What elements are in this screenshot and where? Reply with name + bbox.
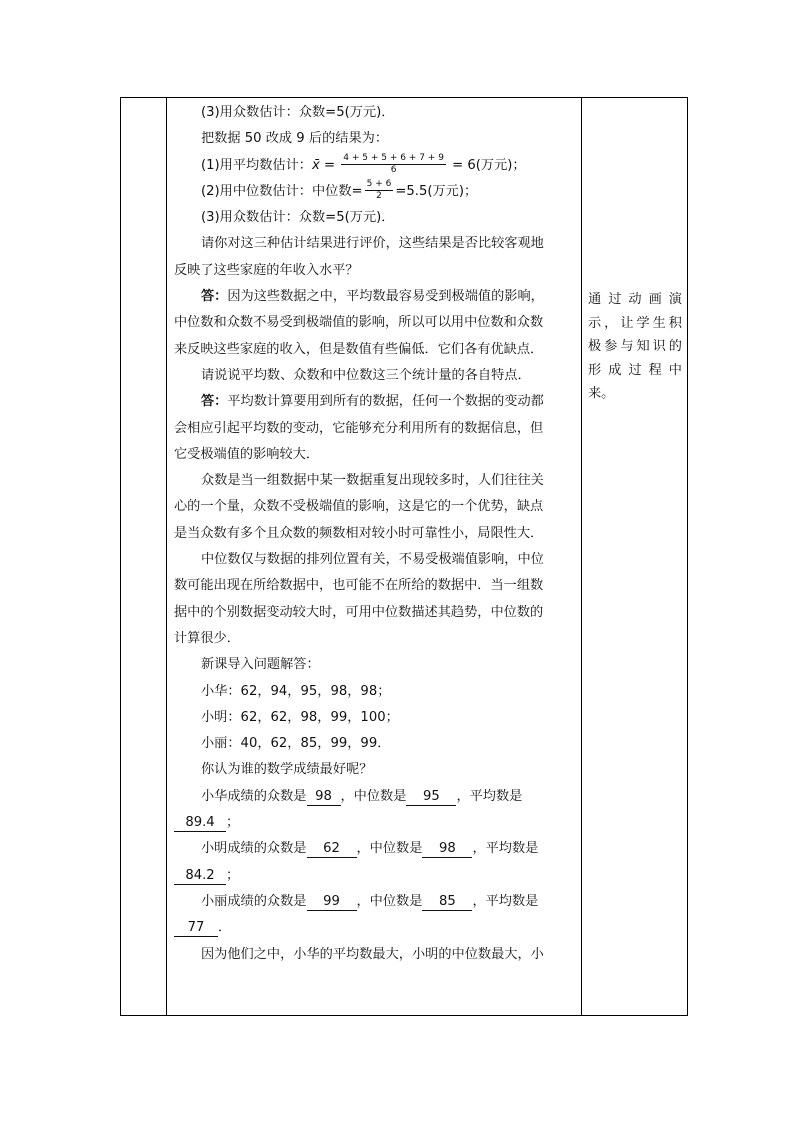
mean-formula-line: (1)用平均数估计：x̄ = $\frac{4 + 5 + 5 + 6 + 7 + 9}{6}$ = 6(万元)； [201, 153, 526, 176]
text-line: 新课导入问题解答： [201, 657, 320, 673]
answer-line: 答：因为这些数据之中，平均数最容易受到极端值的影响， [201, 289, 544, 305]
mean-blank: 84.2 [174, 868, 226, 885]
text-line: 请说说平均数、众数和中位数这三个统计量的各自特点． [201, 367, 531, 383]
text-line: 它受极端值的影响较大． [174, 446, 320, 462]
text-line: 众数是当一组数据中某一数据重复出现较多时，人们往往关 [201, 473, 544, 489]
answer-xiaoming: 小明成绩的众数是 62 ，中位数是 98 ，平均数是 [201, 841, 539, 857]
mode-blank: 62 [307, 841, 357, 858]
text-line: 反映了这些家庭的年收入水平？ [174, 262, 359, 278]
mode-blank: 99 [307, 894, 357, 911]
column-divider-2 [581, 98, 582, 1015]
question-line: 你认为谁的数学成绩最好呢？ [201, 762, 373, 778]
mean-blank: 77 [174, 920, 218, 937]
text-line: 据中的个别数据变动较大时，可用中位数描述其趋势，中位数的 [174, 604, 544, 620]
text-line: 是当众数有多个且众数的频数相对较小时可靠性小，局限性大． [174, 525, 544, 541]
text-line: 请你对这三种估计结果进行评价，这些结果是否比较客观地 [201, 236, 544, 252]
text-line: 来反映这些家庭的收入，但是数值有些偏低．它们各有优缺点． [174, 341, 544, 357]
answer-xiaohua: 小华成绩的众数是 98 ，中位数是 95 ，平均数是 [201, 788, 523, 804]
text-line: 中位数和众数不易受到极端值的影响，所以可以用中位数和众数 [174, 315, 544, 331]
text-line: 因为他们之中，小华的平均数最大，小明的中位数最大，小 [201, 946, 544, 962]
median-blank: 98 [422, 841, 472, 858]
text-line: 会相应引起平均数的变动，它能够充分利用所有的数据信息，但 [174, 420, 544, 436]
lesson-table [120, 97, 688, 1016]
mean-fraction: $\frac{4 + 5 + 5 + 6 + 7 + 9}{6}$ [343, 153, 444, 176]
mean-blank: 89.4 [174, 815, 226, 832]
text-line: (3)用众数估计：众数=5(万元)． [201, 210, 395, 226]
lesson-content: (3)用众数估计：众数=5(万元)． 把数据 50 改成 9 后的结果为： (1)用平均数估计：x̄ = $\frac{4 + 5 + 5 + 6 + 7 + 9}{6}$ = 6(万元)； (2)用中位数估计：中位数= $\frac{5 + 6}{2}$ =5.5(万元)； (3)用众数估计：众数=5(万元)． 请你对这三种估计结果进行评价，这些结果是否比较客观地 反映了这些家庭的年收入水平？ 答：因为这些数据之中，平均数最容易受到极端值的影响， 中位数和众数不易受到极端值的影响，所以可以用中位数和众数 来反映这些家庭的收入，但是数值有些偏低．它们各有优缺点． 请说说平均数、众数和中位数这三个统计量的各自特点． 答：平均数计算要用到所有的数据，任何一个数据的变动都 会相应引起平均数的变动，它能够充分利用所有的数据信息，但 它受极端值的影响较大． 众数是当一组数据中某一数据重复出现较多时，人们往往关 心的一个量，众数不受极端值的影响，这是它的一个优势，缺点 是当众数有多个且众数的频数相对较小时可靠性小，局限性大． 中位数仅与数据的排列位置有关，不易受极端值影响，中位 数可能出现在所给数据中，也可能不在所给的数据中．当一组数 据中的个别数据变动较大时，可用中位数描述其趋势，中位数的 计算很少． 新课导入问题解答： 小华：62，94，95，98，98； 小明：62，62，98，99，100； 小丽：40，62，85，99，99． 你认为谁的数学成绩最好呢？ 小华成绩的众数是 98 ，中位数是 95 ，平均数是 89.4 ； 小明成绩的众数是 62 ，中位数是 98 ，平均数是 84.2 ； 小丽成绩的众数是 99 ，中位数是 85 ，平均数是 77 ． 因为他们之中，小华的平均数最大，小明的中位数最大，小 [167, 98, 581, 1015]
median-formula-line: (2)用中位数估计：中位数= $\frac{5 + 6}{2}$ =5.5(万元)； [201, 179, 478, 202]
text-line: 中位数仅与数据的排列位置有关，不易受极端值影响，中位 [201, 552, 544, 568]
text-line: (3)用众数估计：众数=5(万元)． [201, 105, 395, 120]
median-fraction: $\frac{5 + 6}{2}$ [366, 179, 392, 202]
answer-xiaoli: 小丽成绩的众数是 99 ，中位数是 85 ，平均数是 [201, 893, 539, 909]
text-line: 把数据 50 改成 9 后的结果为： [201, 131, 389, 147]
x-bar-symbol: x̄ [312, 157, 320, 173]
answer-label: 答： [201, 289, 228, 305]
score-list-xiaoli: 小丽：40，62，85，99，99． [201, 736, 391, 752]
mode-blank: 98 [307, 789, 341, 806]
median-blank: 85 [422, 894, 472, 911]
text-line: 数可能出现在所给数据中，也可能不在所给的数据中．当一组数 [174, 578, 544, 594]
answer-label: 答： [201, 394, 228, 410]
answer-line: 答：平均数计算要用到所有的数据，任何一个数据的变动都 [201, 394, 544, 410]
teaching-note: 通过动画演 示，让学生积 极参与知识的 形成过程中 来。 [588, 292, 682, 401]
score-list-xiaohua: 小华：62，94，95，98，98； [201, 683, 391, 699]
text-line: 心的一个量，众数不受极端值的影响，这是它的一个优势，缺点 [174, 499, 544, 515]
median-blank: 95 [406, 789, 456, 806]
score-list-xiaoming: 小明：62，62，98，99，100； [201, 709, 399, 725]
text-line: 计算很少． [174, 630, 240, 646]
